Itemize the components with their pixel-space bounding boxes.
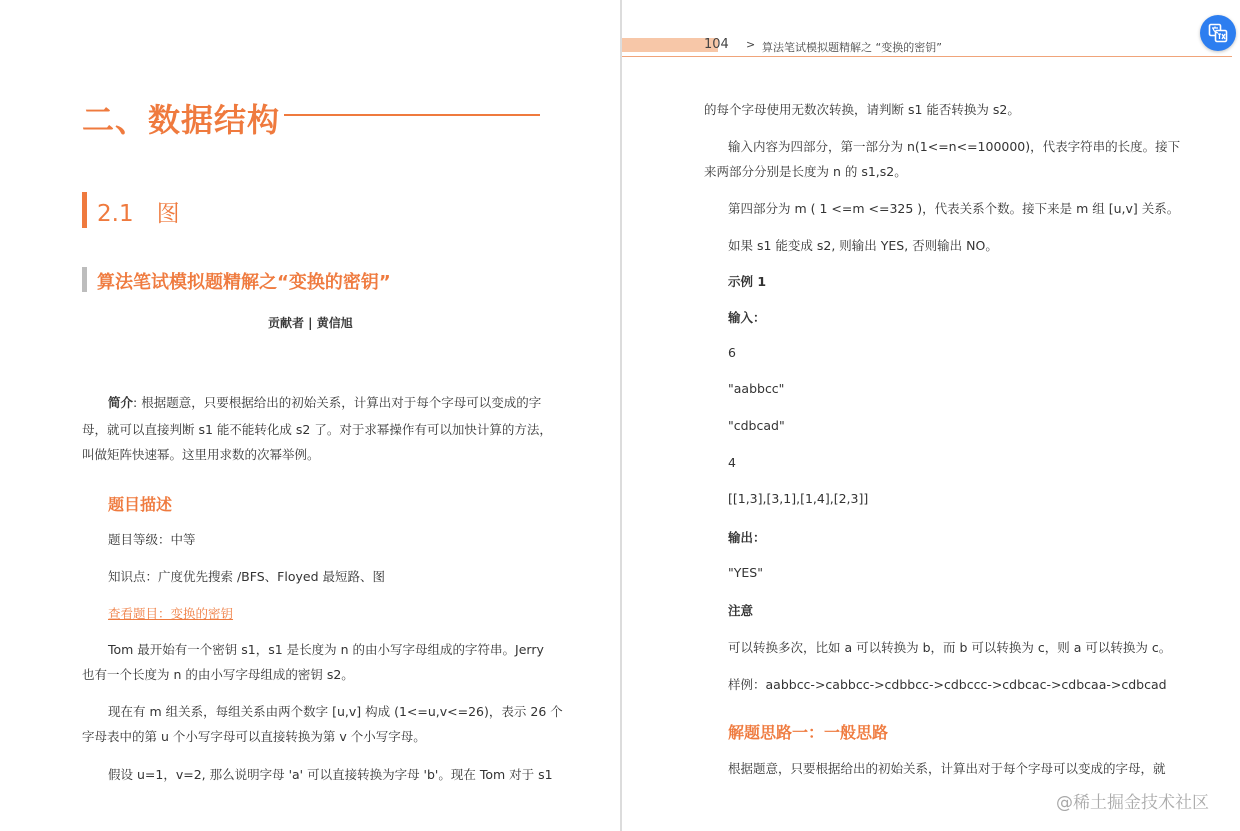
paragraph-line: 也有一个长度为 n 的由小写字母组成的密钥 s2。 bbox=[82, 667, 354, 682]
solution-text: 根据题意，只要根据给出的初始关系，计算出对于每个字母可以变成的字母，就 bbox=[728, 761, 1166, 776]
section-title: 2.1 图 bbox=[97, 201, 180, 227]
output-label: 输出： bbox=[728, 530, 766, 545]
input-value: 6 bbox=[728, 345, 736, 360]
right-page bbox=[622, 0, 1240, 831]
sample-chain: 样例：aabbcc->cabbcc->cdbbcc->cdbccc->cdbcac->cdbcaa->cdbcad bbox=[728, 677, 1167, 692]
input-label: 输入： bbox=[728, 310, 766, 325]
example-heading: 示例 1 bbox=[728, 274, 767, 289]
header-rule bbox=[622, 56, 1232, 57]
chapter-title-rule bbox=[284, 114, 540, 116]
paragraph-line: 的每个字母使用无数次转换，请判断 s1 能否转换为 s2。 bbox=[704, 102, 1020, 117]
paragraph-line: 假设 u=1，v=2, 那么说明字母 'a' 可以直接转换为字母 'b'。现在 Tom 对于 s1 bbox=[108, 767, 553, 782]
section-accent-bar bbox=[82, 192, 87, 228]
difficulty-text: 题目等级：中等 bbox=[108, 532, 196, 547]
watermark: @稀土掘金技术社区 bbox=[1056, 793, 1209, 813]
input-value: "cdbcad" bbox=[728, 418, 785, 433]
byline: 贡献者 | 黄信旭 bbox=[268, 316, 353, 330]
intro-line: 叫做矩阵快速幂。这里用求数的次幂举例。 bbox=[82, 447, 320, 462]
paragraph-line: 现在有 m 组关系，每组关系由两个数字 [u,v] 构成 (1<=u,v<=26)，表示 26 个 bbox=[108, 704, 563, 719]
page-number: 104 bbox=[704, 37, 729, 52]
knowledge-text: 知识点：广度优先搜索 /BFS、Floyed 最短路、图 bbox=[108, 569, 385, 584]
paragraph-line: Tom 最开始有一个密钥 s1，s1 是长度为 n 的由小写字母组成的字符串。Jerry bbox=[108, 642, 544, 657]
intro-line: 母，就可以直接判断 s1 能不能转化成 s2 了。对于求幂操作有可以加快计算的方法， bbox=[82, 422, 552, 437]
input-value: [[1,3],[3,1],[1,4],[2,3]] bbox=[728, 491, 869, 506]
paragraph-line: 输入内容为四部分，第一部分为 n(1<=n<=100000)，代表字符串的长度。接下 bbox=[728, 139, 1181, 154]
running-title: 算法笔试模拟题精解之 “变换的密钥” bbox=[762, 41, 942, 54]
intro-text: : 根据题意，只要根据给出的初始关系，计算出对于每个字母可以变成的字 bbox=[133, 395, 542, 410]
paragraph-line: 字母表中的第 u 个小写字母可以直接转换为第 v 个小写字母。 bbox=[82, 729, 426, 744]
note-heading: 注意 bbox=[728, 603, 754, 618]
note-text: 可以转换多次，比如 a 可以转换为 b，而 b 可以转换为 c，则 a 可以转换为 c。 bbox=[728, 640, 1172, 655]
chapter-title: 二、数据结构 bbox=[82, 101, 281, 139]
output-value: "YES" bbox=[728, 565, 763, 580]
problem-heading: 题目描述 bbox=[108, 495, 173, 514]
article-accent-bar bbox=[82, 267, 87, 292]
paragraph-line: 来两部分分别是长度为 n 的 s1,s2。 bbox=[704, 164, 907, 179]
problem-link-row bbox=[108, 603, 233, 622]
input-value: "aabbcc" bbox=[728, 381, 785, 396]
header-separator: > bbox=[746, 38, 756, 51]
translate-button[interactable] bbox=[1200, 15, 1236, 51]
paragraph-line: 第四部分为 m ( 1 <=m <=325 )，代表关系个数。接下来是 m 组 [u,v] 关系。 bbox=[728, 201, 1180, 216]
input-value: 4 bbox=[728, 455, 736, 470]
paragraph-line: 如果 s1 能变成 s2, 则输出 YES, 否则输出 NO。 bbox=[728, 238, 998, 253]
problem-link[interactable]: 查看题目：变换的密钥 bbox=[108, 606, 234, 621]
solution-heading: 解题思路一：一般思路 bbox=[728, 723, 889, 742]
intro-label: 简介 bbox=[108, 395, 134, 410]
intro-line bbox=[108, 393, 541, 411]
article-title: 算法笔试模拟题精解之“变换的密钥” bbox=[97, 272, 391, 293]
translate-icon bbox=[1208, 23, 1228, 43]
